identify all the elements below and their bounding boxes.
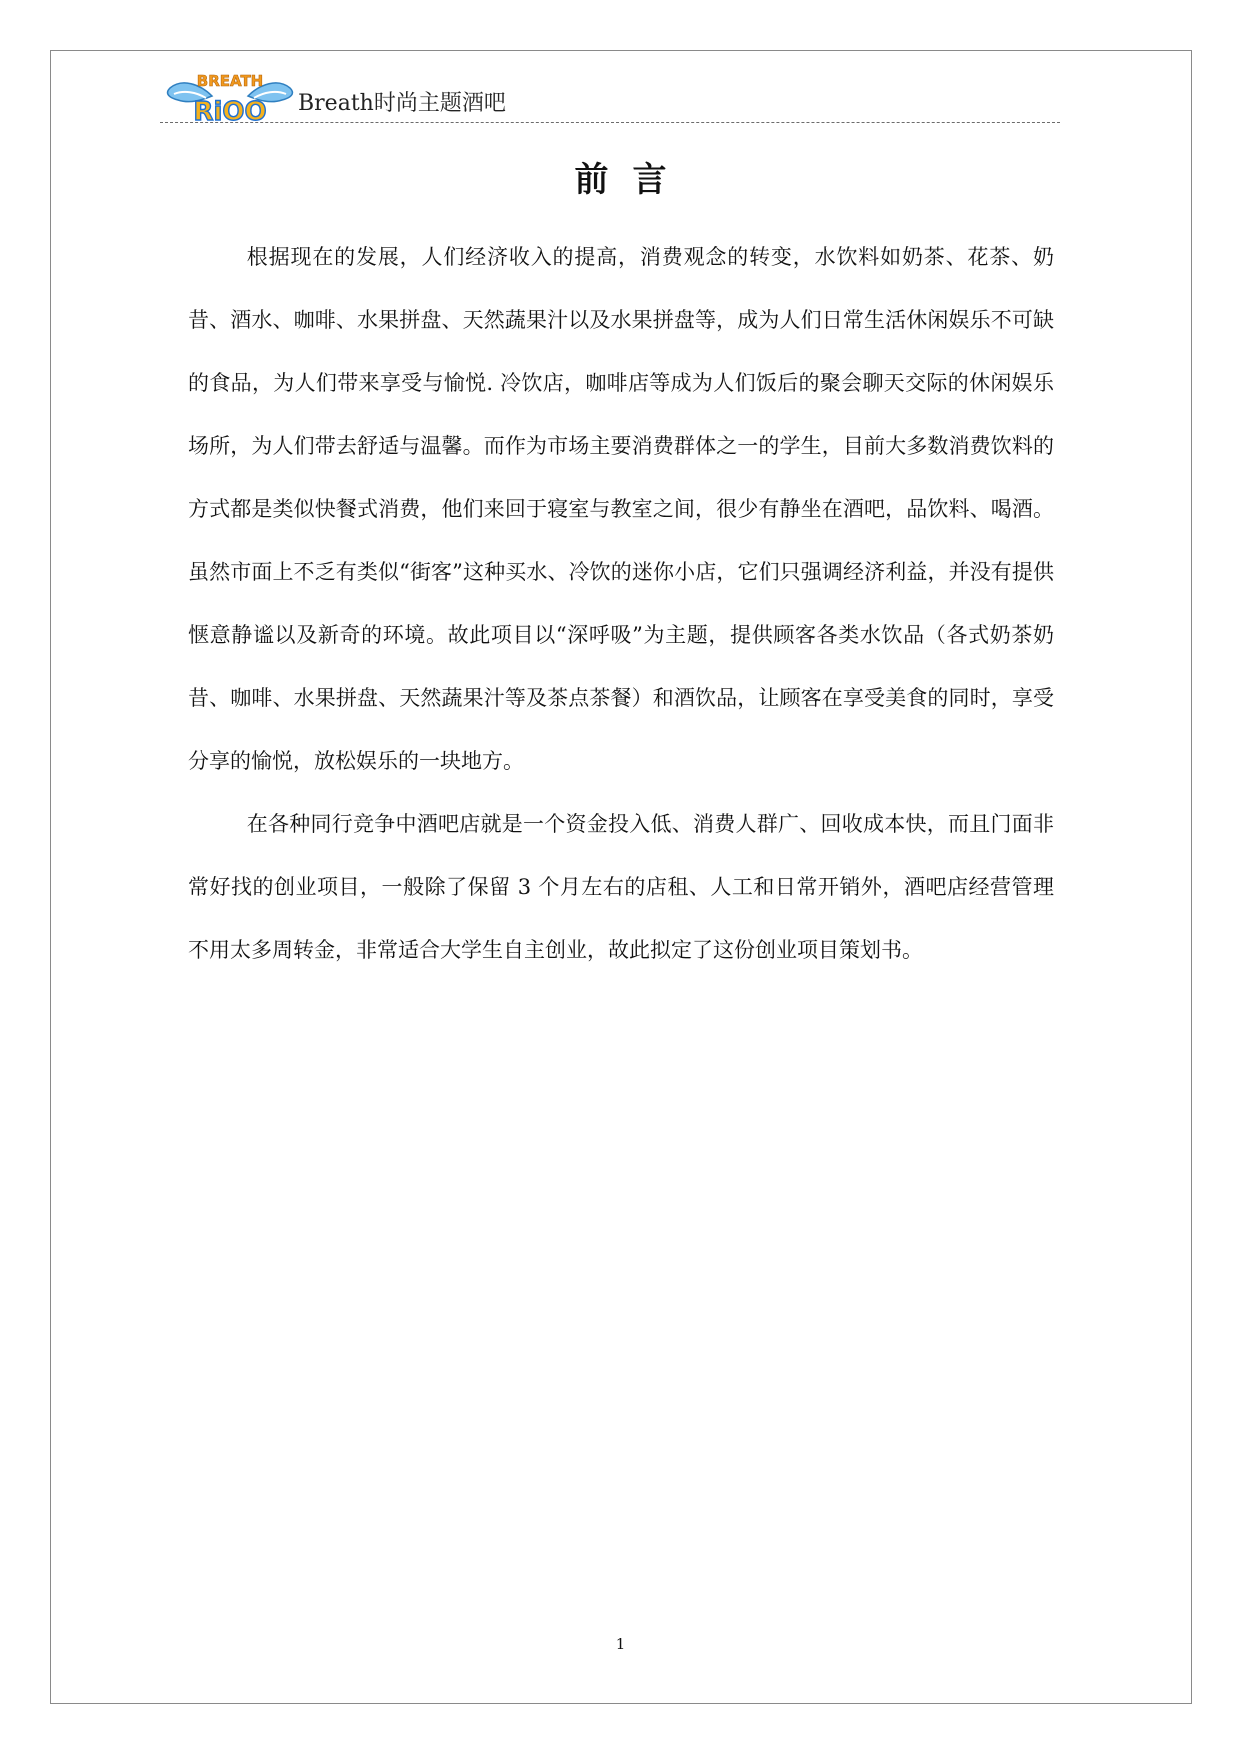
logo-text-top: BREATH (196, 72, 264, 90)
page-number: 1 (615, 1635, 626, 1653)
header-title: Breath时尚主题酒吧 (298, 91, 506, 116)
page-header (160, 70, 1060, 130)
document-body (188, 226, 1054, 982)
paragraph-1: 根据现在的发展，人们经济收入的提高，消费观念的转变，水饮料如奶茶、花茶、奶昔、酒水、咖啡、水果拼盘、天然蔬果汁以及水果拼盘等，成为人们日常生活休闲娱乐不可缺的食品，为人们带来享受与愉悦. 冷饮店，咖啡店等成为人们饭后的聚会聊天交际的休闲娱乐场所，为人们带去舒适与温馨。而作为市场主要消费群体之一的学生，目前大多数消费饮料的方式都是类似快餐式消费，他们来回于寝室与教室之间，很少有静坐在酒吧，品饮料、喝酒。虽然市面上不乏有类似“街客”这种买水、冷饮的迷你小店，它们只强调经济利益，并没有提供惬意静谧以及新奇的环境。故此项目以“深呼吸”为主题，提供顾客各类水饮品（各式奶茶奶昔、咖啡、水果拼盘、天然蔬果汁等及茶点茶餐）和酒饮品，让顾客在享受美食的同时，享受分享的愉悦，放松娱乐的一块地方。 (188, 245, 1054, 773)
paragraph-2: 在各种同行竞争中酒吧店就是一个资金投入低、消费人群广、回收成本快，而且门面非常好找的创业项目，一般除了保留 3 个月左右的店租、人工和日常开销外，酒吧店经营管理不用太多周转金，非常适合大学生自主创业，故此拟定了这份创业项目策划书。 (188, 812, 1054, 962)
breath-rioo-logo (160, 70, 300, 128)
document-title: 前言 (574, 160, 691, 200)
header-divider (160, 122, 1060, 123)
logo-text-bottom: RiOO (193, 97, 267, 127)
